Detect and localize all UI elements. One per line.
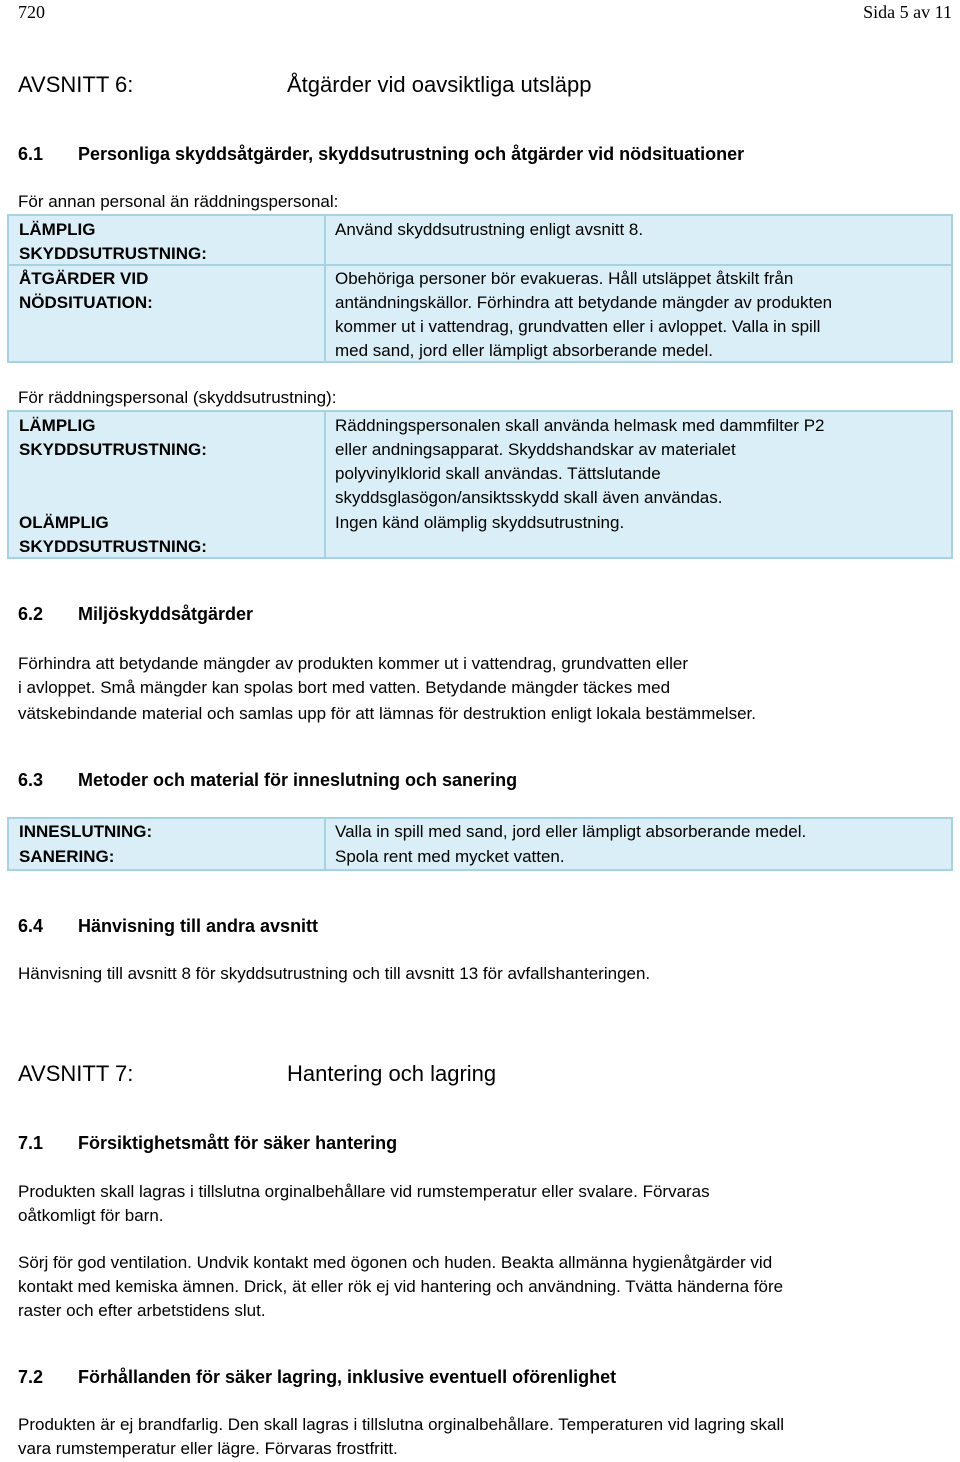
cleanup-value: Spola rent med mycket vatten. xyxy=(335,847,565,866)
storage-text: Produkten är ej brandfarlig. Den skall lagras i tillslutna orginalbehållare. Temperaturen vid lagring skall vara rumstemperatur eller lägre. Förvaras frostfritt. xyxy=(18,1415,785,1458)
subsection-7-2-number: 7.2 xyxy=(18,1367,44,1387)
document-number: 720 xyxy=(18,2,45,22)
suitable-equipment-value: Använd skyddsutrustning enligt avsnitt 8. xyxy=(335,220,644,239)
section-6-label: AVSNITT 6: xyxy=(18,72,134,97)
rescue-personnel-intro: För räddningspersonal (skyddsutrustning): xyxy=(18,388,337,407)
handling-paragraph-1: Produkten skall lagras i tillslutna orginalbehållare vid rumstemperatur eller svalare. Förvaras oåtkomligt för barn. xyxy=(18,1182,710,1225)
subsection-6-1-number: 6.1 xyxy=(18,144,44,164)
subsection-6-4-title: Hänvisning till andra avsnitt xyxy=(78,916,319,936)
page-indicator: Sida 5 av 11 xyxy=(863,2,952,22)
subsection-6-2-number: 6.2 xyxy=(18,604,44,624)
cleanup-label: SANERING: xyxy=(19,847,115,866)
section-7-title: Hantering och lagring xyxy=(287,1061,497,1086)
containment-value: Valla in spill med sand, jord eller lämpligt absorberande medel. xyxy=(335,822,807,841)
other-personnel-table xyxy=(7,214,953,363)
emergency-measures-value: Obehöriga personer bör evakueras. Håll utsläppet åtskilt från antändningskällor. Förhindra att betydande mängder av produkten kommer ut i vattendrag, grundvatten eller i avloppet. Valla in spill med sand, jord eller lämpligt absorberande medel. xyxy=(335,269,833,360)
suitable-equipment-label: LÄMPLIG SKYDDSUTRUSTNING: xyxy=(19,220,207,263)
rescue-suitable-equipment-label: LÄMPLIG SKYDDSUTRUSTNING: xyxy=(19,416,207,459)
subsection-6-3-number: 6.3 xyxy=(18,770,44,790)
subsection-6-3-title: Metoder och material för inneslutning och sanering xyxy=(78,770,518,790)
unsuitable-equipment-value: Ingen känd olämplig skyddsutrustning. xyxy=(335,513,625,532)
subsection-7-1-number: 7.1 xyxy=(18,1133,44,1153)
subsection-6-4-number: 6.4 xyxy=(18,916,44,936)
column-divider xyxy=(324,216,326,361)
containment-table xyxy=(7,817,953,871)
column-divider xyxy=(324,412,326,557)
section-6-title: Åtgärder vid oavsiktliga utsläpp xyxy=(287,72,592,97)
subsection-6-2-title: Miljöskyddsåtgärder xyxy=(78,604,254,624)
rescue-personnel-table xyxy=(7,410,953,559)
handling-paragraph-2: Sörj för god ventilation. Undvik kontakt med ögonen och huden. Beakta allmänna hygienåtgärder vid kontakt med kemiska ämnen. Drick, ät eller rök ej vid hantering och användning. Tvätta händerna före raster och efter arbetstidens slut. xyxy=(18,1253,784,1320)
environmental-precautions-text: Förhindra att betydande mängder av produkten kommer ut i vattendrag, grundvatten eller i avloppet. Små mängder kan spolas bort med vatten. Betydande mängder täckes med vätskebindande material och samlas upp för att lämnas för destruktion enligt lokala bestämmelser. xyxy=(18,654,756,723)
section-7-label: AVSNITT 7: xyxy=(18,1061,134,1086)
emergency-measures-label: ÅTGÄRDER VID NÖDSITUATION: xyxy=(19,269,153,312)
reference-text: Hänvisning till avsnitt 8 för skyddsutrustning och till avsnitt 13 för avfallshanteringen. xyxy=(18,964,651,983)
other-personnel-intro: För annan personal än räddningspersonal: xyxy=(18,192,339,211)
rescue-suitable-equipment-value: Räddningspersonalen skall använda helmask med dammfilter P2 eller andningsapparat. Skyddshandskar av materialet polyvinylklorid skall användas. Tättslutande skyddsglasögon/ansiktsskydd skall även användas. xyxy=(335,416,825,507)
subsection-7-1-title: Försiktighetsmått för säker hantering xyxy=(78,1133,398,1153)
subsection-6-1-title: Personliga skyddsåtgärder, skyddsutrustning och åtgärder vid nödsituationer xyxy=(78,144,745,164)
subsection-7-2-title: Förhållanden för säker lagring, inklusive eventuell oförenlighet xyxy=(78,1367,617,1387)
containment-label: INNESLUTNING: xyxy=(19,822,153,841)
column-divider xyxy=(324,819,326,869)
unsuitable-equipment-label: OLÄMPLIG SKYDDSUTRUSTNING: xyxy=(19,513,207,556)
